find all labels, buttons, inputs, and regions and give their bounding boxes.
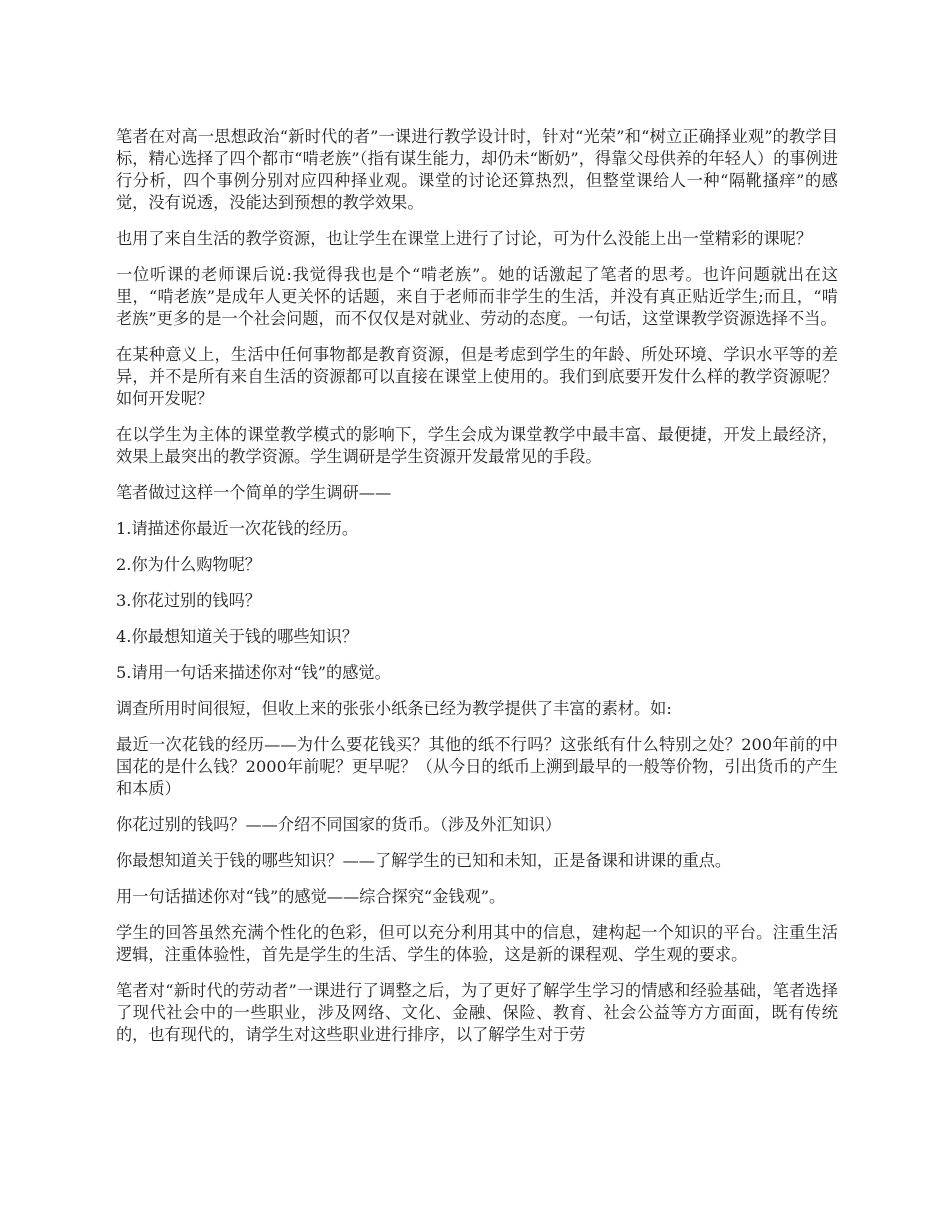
paragraph-student-resources: 在以学生为主体的课堂教学模式的影响下，学生会成为课堂教学中最丰富、最便捷，开发上最经济，效果上最突出的教学资源。学生调研是学生资源开发最常见的手段。 (116, 425, 838, 466)
survey-item-5: 5.请用一句话来描述你对“钱”的感觉。 (116, 663, 391, 682)
paragraph-question: 也用了来自生活的教学资源，也让学生在课堂上进行了讨论，可为什么没能上出一堂精彩的课呢？ (116, 229, 813, 248)
paragraph-money-view: 用一句话描述你对“钱”的感觉——综合探究“金钱观”。 (116, 887, 506, 906)
survey-item-2: 2.你为什么购物呢？ (116, 555, 261, 574)
survey-item-1: 1.请描述你最近一次花钱的经历。 (116, 519, 359, 538)
paragraph-knowledge: 你最想知道关于钱的哪些知识？——了解学生的已知和未知，正是备课和讲课的重点。 (116, 851, 732, 870)
paragraph-survey-intro: 笔者做过这样一个简单的学生调研—— (116, 483, 392, 502)
paragraph-spending-experience: 最近一次花钱的经历——为什么要花钱买？其他的纸不行吗？这张纸有什么特别之处？200年前的中国花的是什么钱？2000年前呢？更早呢？（从今日的纸币上溯到最早的一般等价物，引出货币的产生和本质） (116, 735, 838, 798)
survey-item-4: 4.你最想知道关于钱的哪些知识？ (116, 627, 359, 646)
survey-item-3: 3.你花过别的钱吗？ (116, 591, 261, 610)
paragraph-resources: 在某种意义上，生活中任何事物都是教育资源，但是考虑到学生的年龄、所处环境、学识水平等的差异，并不是所有来自生活的资源都可以直接在课堂上使用的。我们到底要开发什么样的教学资源呢？如何开发呢？ (116, 345, 838, 408)
paragraph-intro: 笔者在对高一思想政治“新时代的者”一课进行教学设计时，针对“光荣”和“树立正确择业观”的教学目标，精心选择了四个都市“啃老族”（指有谋生能力，却仍未“断奶”，得靠父母供养的年轻人）的事例进行分析，四个事例分别对应四种择业观。课堂的讨论还算热烈，但整堂课给人一种“隔靴搔痒”的感觉，没有说透，没能达到预想的教学效果。 (116, 127, 838, 212)
paragraph-survey-result: 调查所用时间很短，但收上来的张张小纸条已经为教学提供了丰富的素材。如: (116, 699, 672, 718)
paragraph-other-money: 你花过别的钱吗？——介绍不同国家的货币。（涉及外汇知识） (116, 815, 562, 834)
paragraph-student-answers: 学生的回答虽然充满个性化的色彩，但可以充分利用其中的信息，建构起一个知识的平台。注重生活逻辑，注重体验性，首先是学生的生活、学生的体验，这是新的课程观、学生观的要求。 (116, 923, 838, 964)
document-body (116, 126, 838, 1060)
paragraph-adjustment: 笔者对“新时代的劳动者”一课进行了调整之后，为了更好了解学生学习的情感和经验基础，笔者选择了现代社会中的一些职业，涉及网络、文化、金融、保险、教育、社会公益等方方面面，既有传统的，也有现代的，请学生对这些职业进行排序，以了解学生对于劳 (116, 981, 838, 1044)
paragraph-teacher-comment: 一位听课的老师课后说:我觉得我也是个“啃老族”。她的话激起了笔者的思考。也许问题就出在这里，“啃老族”是成年人更关怀的话题，来自于老师而非学生的生活，并没有真正贴近学生;而且，“啃老族”更多的是一个社会问题，而不仅仅是对就业、劳动的态度。一句话，这堂课教学资源选择不当。 (116, 265, 838, 328)
